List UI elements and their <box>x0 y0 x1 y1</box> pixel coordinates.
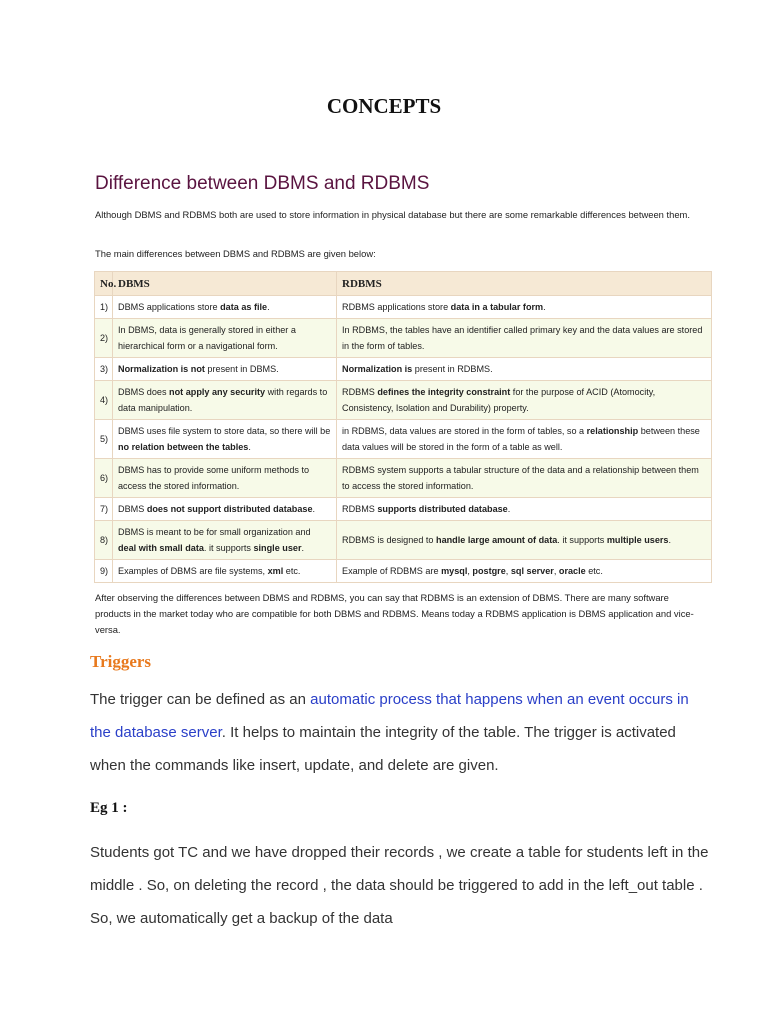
cell-text: . <box>507 504 511 514</box>
cell-dbms <box>113 319 337 358</box>
example-label: Eg 1 : <box>90 800 128 816</box>
bold-text: not apply any security <box>169 387 266 397</box>
table-row <box>95 420 712 459</box>
definition-link[interactable]: automatic process that happens when an event occurs in the database server <box>90 691 689 741</box>
table-row <box>95 381 712 420</box>
cell-text: , <box>505 566 511 576</box>
cell-no: 3) <box>95 358 113 381</box>
table-row <box>95 296 712 319</box>
cell-dbms <box>113 560 337 583</box>
cell-no: 6) <box>95 459 113 498</box>
cell-dbms <box>113 498 337 521</box>
cell-text: RDBMS <box>342 387 378 397</box>
cell-text: RDBMS system supports a tabular structure of the data and a relationship between them to access the stored information. <box>342 465 699 491</box>
bold-text: oracle <box>558 566 586 576</box>
cell-rdbms <box>337 296 712 319</box>
cell-no: 2) <box>95 319 113 358</box>
bold-text: relationship <box>586 426 639 436</box>
cell-text: . <box>668 535 672 545</box>
bold-text: data in a tabular form <box>450 302 544 312</box>
cell-text: In DBMS, data is generally stored in either a hierarchical form or a navigational form. <box>118 325 296 351</box>
bold-text: Normalization is <box>342 364 413 374</box>
cell-dbms <box>113 358 337 381</box>
cell-no: 7) <box>95 498 113 521</box>
page-title: CONCEPTS <box>326 94 442 118</box>
header-no: No. <box>95 272 113 296</box>
cell-text: etc. <box>585 566 603 576</box>
cell-rdbms <box>337 358 712 381</box>
cell-text: DBMS uses file system to store data, so there will be <box>118 426 331 436</box>
table-row <box>95 560 712 583</box>
cell-text: DBMS is meant to be for small organization and <box>118 527 311 537</box>
cell-text: DBMS has to provide some uniform methods to access the stored information. <box>118 465 310 491</box>
cell-text: RDBMS <box>342 504 378 514</box>
outro-paragraph: After observing the differences between DBMS and RDBMS, you can say that RDBMS is an extension of DBMS. There are many software products in the market today who are compatible for both DBMS and RDBMS. Means today a RDBMS application is DBMS application and vice-versa. <box>95 592 694 635</box>
triggers-heading: Triggers <box>90 652 152 671</box>
bold-text: supports distributed database <box>377 504 508 514</box>
bold-text: xml <box>267 566 284 576</box>
cell-rdbms <box>337 319 712 358</box>
cell-rdbms <box>337 420 712 459</box>
cell-text: In RDBMS, the tables have an identifier called primary key and the data values are stored in the form of tables. <box>342 325 703 351</box>
header-rdbms: RDBMS <box>337 272 712 296</box>
cell-text: Example of RDBMS are <box>342 566 442 576</box>
example-paragraph: Students got TC and we have dropped their records , we create a table for students left in the middle . So, on deleting the record , the data should be triggered to add in the left_out table . So, we automatically get a backup of the data <box>90 844 709 927</box>
cell-rdbms <box>337 521 712 560</box>
cell-no: 8) <box>95 521 113 560</box>
cell-text: in RDBMS, data values are stored in the form of tables, so a <box>342 426 587 436</box>
cell-dbms <box>113 381 337 420</box>
cell-rdbms <box>337 459 712 498</box>
table-row <box>95 358 712 381</box>
cell-dbms <box>113 459 337 498</box>
bold-text: defines the integrity constraint <box>377 387 511 397</box>
cell-text: . <box>301 543 305 553</box>
cell-text: between these data values will be stored in the form of a table as well. <box>342 426 700 452</box>
cell-text: present in DBMS. <box>204 364 279 374</box>
cell-rdbms <box>337 381 712 420</box>
cell-text: . <box>248 442 251 452</box>
bold-text: Normalization is not <box>118 364 205 374</box>
bold-text: deal with small data <box>118 543 204 553</box>
bold-text: single user <box>253 543 302 553</box>
cell-text: , <box>553 566 559 576</box>
table-header-row <box>95 272 712 296</box>
bold-text: postgre <box>472 566 506 576</box>
cell-text: DBMS applications store <box>118 302 221 312</box>
cell-text: RDBMS applications store <box>342 302 451 312</box>
cell-text: , <box>467 566 473 576</box>
cell-text: present in RDBMS. <box>412 364 493 374</box>
cell-rdbms <box>337 498 712 521</box>
table-body <box>95 296 712 583</box>
cell-text: . <box>267 302 270 312</box>
cell-text: . it supports <box>203 543 254 553</box>
lead-paragraph: The main differences between DBMS and RDBMS are given below: <box>95 248 376 259</box>
cell-no: 1) <box>95 296 113 319</box>
cell-no: 5) <box>95 420 113 459</box>
cell-text: for the purpose of ACID (Atomocity, Consistency, Isolation and Durability) property. <box>342 387 656 413</box>
header-dbms: DBMS <box>113 272 337 296</box>
cell-dbms <box>113 420 337 459</box>
bold-text: mysql <box>441 566 468 576</box>
bold-text: does not support distributed database <box>146 504 313 514</box>
table-row <box>95 459 712 498</box>
cell-no: 4) <box>95 381 113 420</box>
cell-text: . <box>312 504 316 514</box>
bold-text: handle large amount of data <box>436 535 558 545</box>
cell-text: . <box>543 302 546 312</box>
triggers-definition <box>90 683 710 782</box>
cell-text: etc. <box>283 566 301 576</box>
cell-text: DBMS <box>118 504 147 514</box>
definition-text-start: The trigger can be defined as an <box>90 691 311 708</box>
definition-text-end: . It helps to maintain the integrity of the table. The trigger is activated when the commands like insert, update, and delete are given. <box>90 724 676 774</box>
cell-text: RDBMS is designed to <box>342 535 437 545</box>
intro-paragraph: Although DBMS and RDBMS both are used to store information in physical database but there are some remarkable differences between them. <box>95 209 690 220</box>
cell-text: Examples of DBMS are file systems, <box>118 566 268 576</box>
comparison-table <box>94 271 712 583</box>
cell-rdbms <box>337 560 712 583</box>
cell-text: DBMS does <box>118 387 170 397</box>
cell-dbms <box>113 521 337 560</box>
table-row <box>95 319 712 358</box>
section-heading: Difference between DBMS and RDBMS <box>95 173 430 194</box>
cell-no: 9) <box>95 560 113 583</box>
cell-dbms <box>113 296 337 319</box>
bold-text: no relation between the tables <box>118 442 249 452</box>
table-row <box>95 521 712 560</box>
bold-text: data as file <box>220 302 268 312</box>
table-row <box>95 498 712 521</box>
cell-text: with regards to data manipulation. <box>118 387 328 413</box>
bold-text: sql server <box>510 566 554 576</box>
cell-text: . it supports <box>557 535 607 545</box>
bold-text: multiple users <box>606 535 669 545</box>
